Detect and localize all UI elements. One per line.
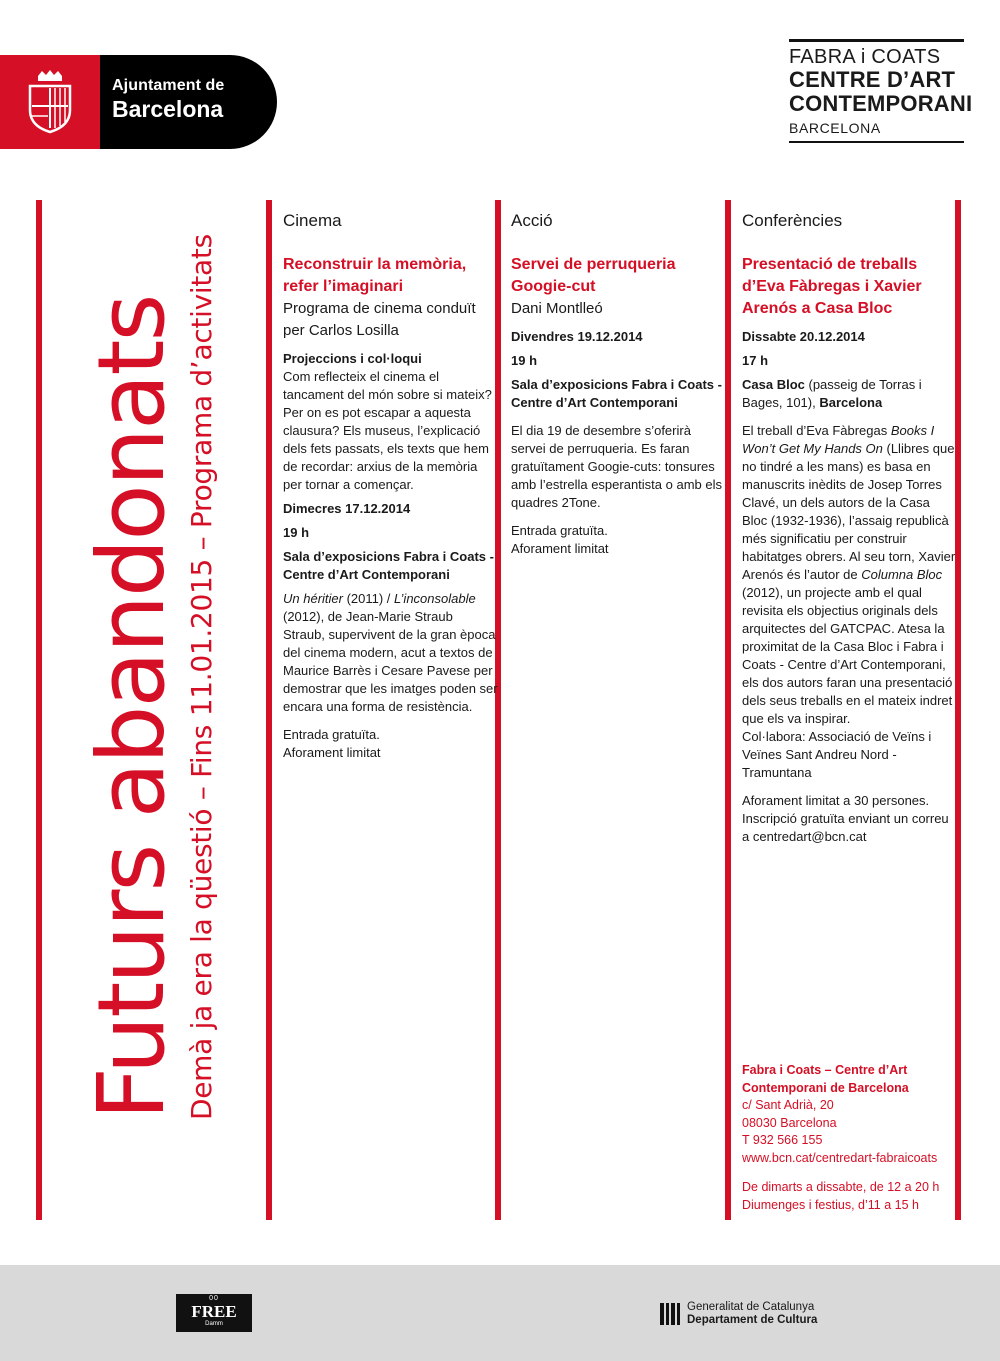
collaboration-note: Col·labora: Associació de Veïns i Veïnes Sant Andreu Nord - Tramuntana (742, 729, 932, 780)
ajuntament-logo (0, 55, 277, 149)
work-title: Columna Bloc (861, 567, 943, 582)
book-title: Books I Won’t Get My Hands On (742, 423, 935, 456)
ajuntament-line2: Barcelona (112, 96, 224, 122)
contact-web-link[interactable]: www.bcn.cat/centredart-fabraicoats (742, 1150, 938, 1165)
event-title: Servei de perruqueria Googie-cut (511, 256, 676, 295)
event-description: El treball d’Eva Fàbregas Books I Won’t Get My Hands On (Llibres que no tindré a les mans) es basa en manuscrits inèdits de Josep Torres Clavé, un dels autors de la Casa Bloc (1932-1936), l’assaig republicà més significatiu per construir habitatges obrers. Al seu torn, Xavier Arenós és l’autor de Columna Bloc (2012), un projecte amb el qual revisita els objectius originals dels arquitectes del GATCPAC. Atesa la proximitat de la Casa Bloc i Fabra i Coats - Centre d’Art Contemporani, els dos autors faran una presentació dels seus treballs en el mateix indret que els va inspirar. (742, 423, 956, 726)
event-date: Divendres 19.12.2014 (511, 329, 643, 344)
column-conferencies (742, 210, 957, 846)
sub-title: Demà ja era la qüestió – Fins 11.01.2015 – Programa d’activitats (185, 234, 218, 1120)
event-place: Casa Bloc (passeig de Torras i Bages, 101), Barcelona (742, 377, 922, 410)
main-title: Futurs abandonats (78, 295, 185, 1120)
event-place: Sala d’exposicions Fabra i Coats - Centre d’Art Contemporani (283, 549, 494, 582)
contact-name-1: Fabra i Coats – Centre d’Art (742, 1063, 908, 1077)
fabra-coats-logo (789, 39, 973, 143)
event-title: Reconstruir la memòria, refer l’imaginari (283, 256, 467, 295)
signup-note: Inscripció gratuïta enviant un correu a centredart@bcn.cat (742, 811, 949, 844)
fabra-line4: BARCELONA (789, 120, 881, 136)
contact-phone: T 932 566 155 (742, 1133, 823, 1147)
capacity-note: Aforament limitat a 30 persones. (742, 793, 930, 808)
entry-note: Entrada gratuïta. (283, 727, 380, 742)
vertical-rule-2 (266, 200, 272, 1220)
opening-hours-2: Diumenges i festius, d’11 a 15 h (742, 1197, 919, 1212)
event-description: El dia 19 de desembre s’oferirà servei de perruqueria. Es faran gratuïtament Googie-cuts: tonsures amb l’estrella esperantista o amb els quadres 2Tone. (511, 423, 722, 510)
section-label: Acció (511, 211, 553, 230)
event-heading: Projeccions i col·loqui (283, 351, 422, 366)
barcelona-coat-of-arms-icon (0, 55, 100, 149)
capacity-note: Aforament limitat (511, 541, 609, 556)
section-label: Cinema (283, 211, 342, 230)
contact-city: 08030 Barcelona (742, 1115, 837, 1130)
fabra-line1: FABRA i COATS (789, 46, 941, 68)
event-date: Dissabte 20.12.2014 (742, 329, 865, 344)
free-damm-logo: 00 FREE Damm (176, 1294, 252, 1332)
event-place: Sala d’exposicions Fabra i Coats - Centre d’Art Contemporani (511, 377, 722, 410)
event-title: Presentació de treballs d’Eva Fàbregas i Xavier Arenós a Casa Bloc (742, 256, 922, 317)
event-date: Dimecres 17.12.2014 (283, 501, 411, 516)
film-title: Un héritier (283, 591, 343, 606)
generalitat-logo (660, 1301, 817, 1327)
column-accio (511, 210, 726, 558)
event-time: 19 h (283, 525, 310, 540)
generalitat-line1: Generalitat de Catalunya (687, 1301, 815, 1313)
event-time: 19 h (511, 353, 538, 368)
event-description: Un héritier (2011) / L’inconsolable (2012), de Jean-Marie Straub Straub, supervivent de la gran època del cinema modern, acut a textos de Maurice Barrès i Cesare Pavese per demostrar que les imatges poden ser encara una forma de resistència. (283, 591, 498, 714)
ajuntament-line1: Ajuntament de (112, 77, 225, 94)
event-intro: Com reflecteix el cinema el tancament del món sobre si mateix? Per on es pot escapar a aquesta clausura? Els museus, l’explicació dels fets passats, els texts que hem de recordar: arxius de la memòria per tornar a començar. (283, 369, 492, 492)
event-subtitle: Programa de cinema conduït per Carlos Losilla (283, 300, 476, 339)
event-time: 17 h (742, 353, 769, 368)
entry-note: Entrada gratuïta. (511, 523, 608, 538)
contact-address: c/ Sant Adrià, 20 (742, 1098, 834, 1112)
generalitat-line2: Departament de Cultura (687, 1314, 818, 1326)
fabra-line2: CENTRE D’ART (789, 67, 956, 92)
rotated-title (78, 200, 242, 1120)
film-title: L’inconsolable (394, 591, 476, 606)
capacity-note: Aforament limitat (283, 745, 381, 760)
generalitat-mark-icon (660, 1303, 680, 1325)
fabra-line3: CONTEMPORANI (789, 91, 973, 116)
footer (0, 1265, 1000, 1361)
column-cinema (283, 210, 498, 762)
opening-hours-1: De dimarts a dissabte, de 12 a 20 h (742, 1180, 940, 1194)
contact-name-2: Contemporani de Barcelona (742, 1080, 909, 1095)
contact-block (742, 1062, 972, 1214)
event-subtitle: Dani Montlleó (511, 300, 603, 317)
section-label: Conferències (742, 211, 843, 230)
vertical-rule-1 (36, 200, 42, 1220)
